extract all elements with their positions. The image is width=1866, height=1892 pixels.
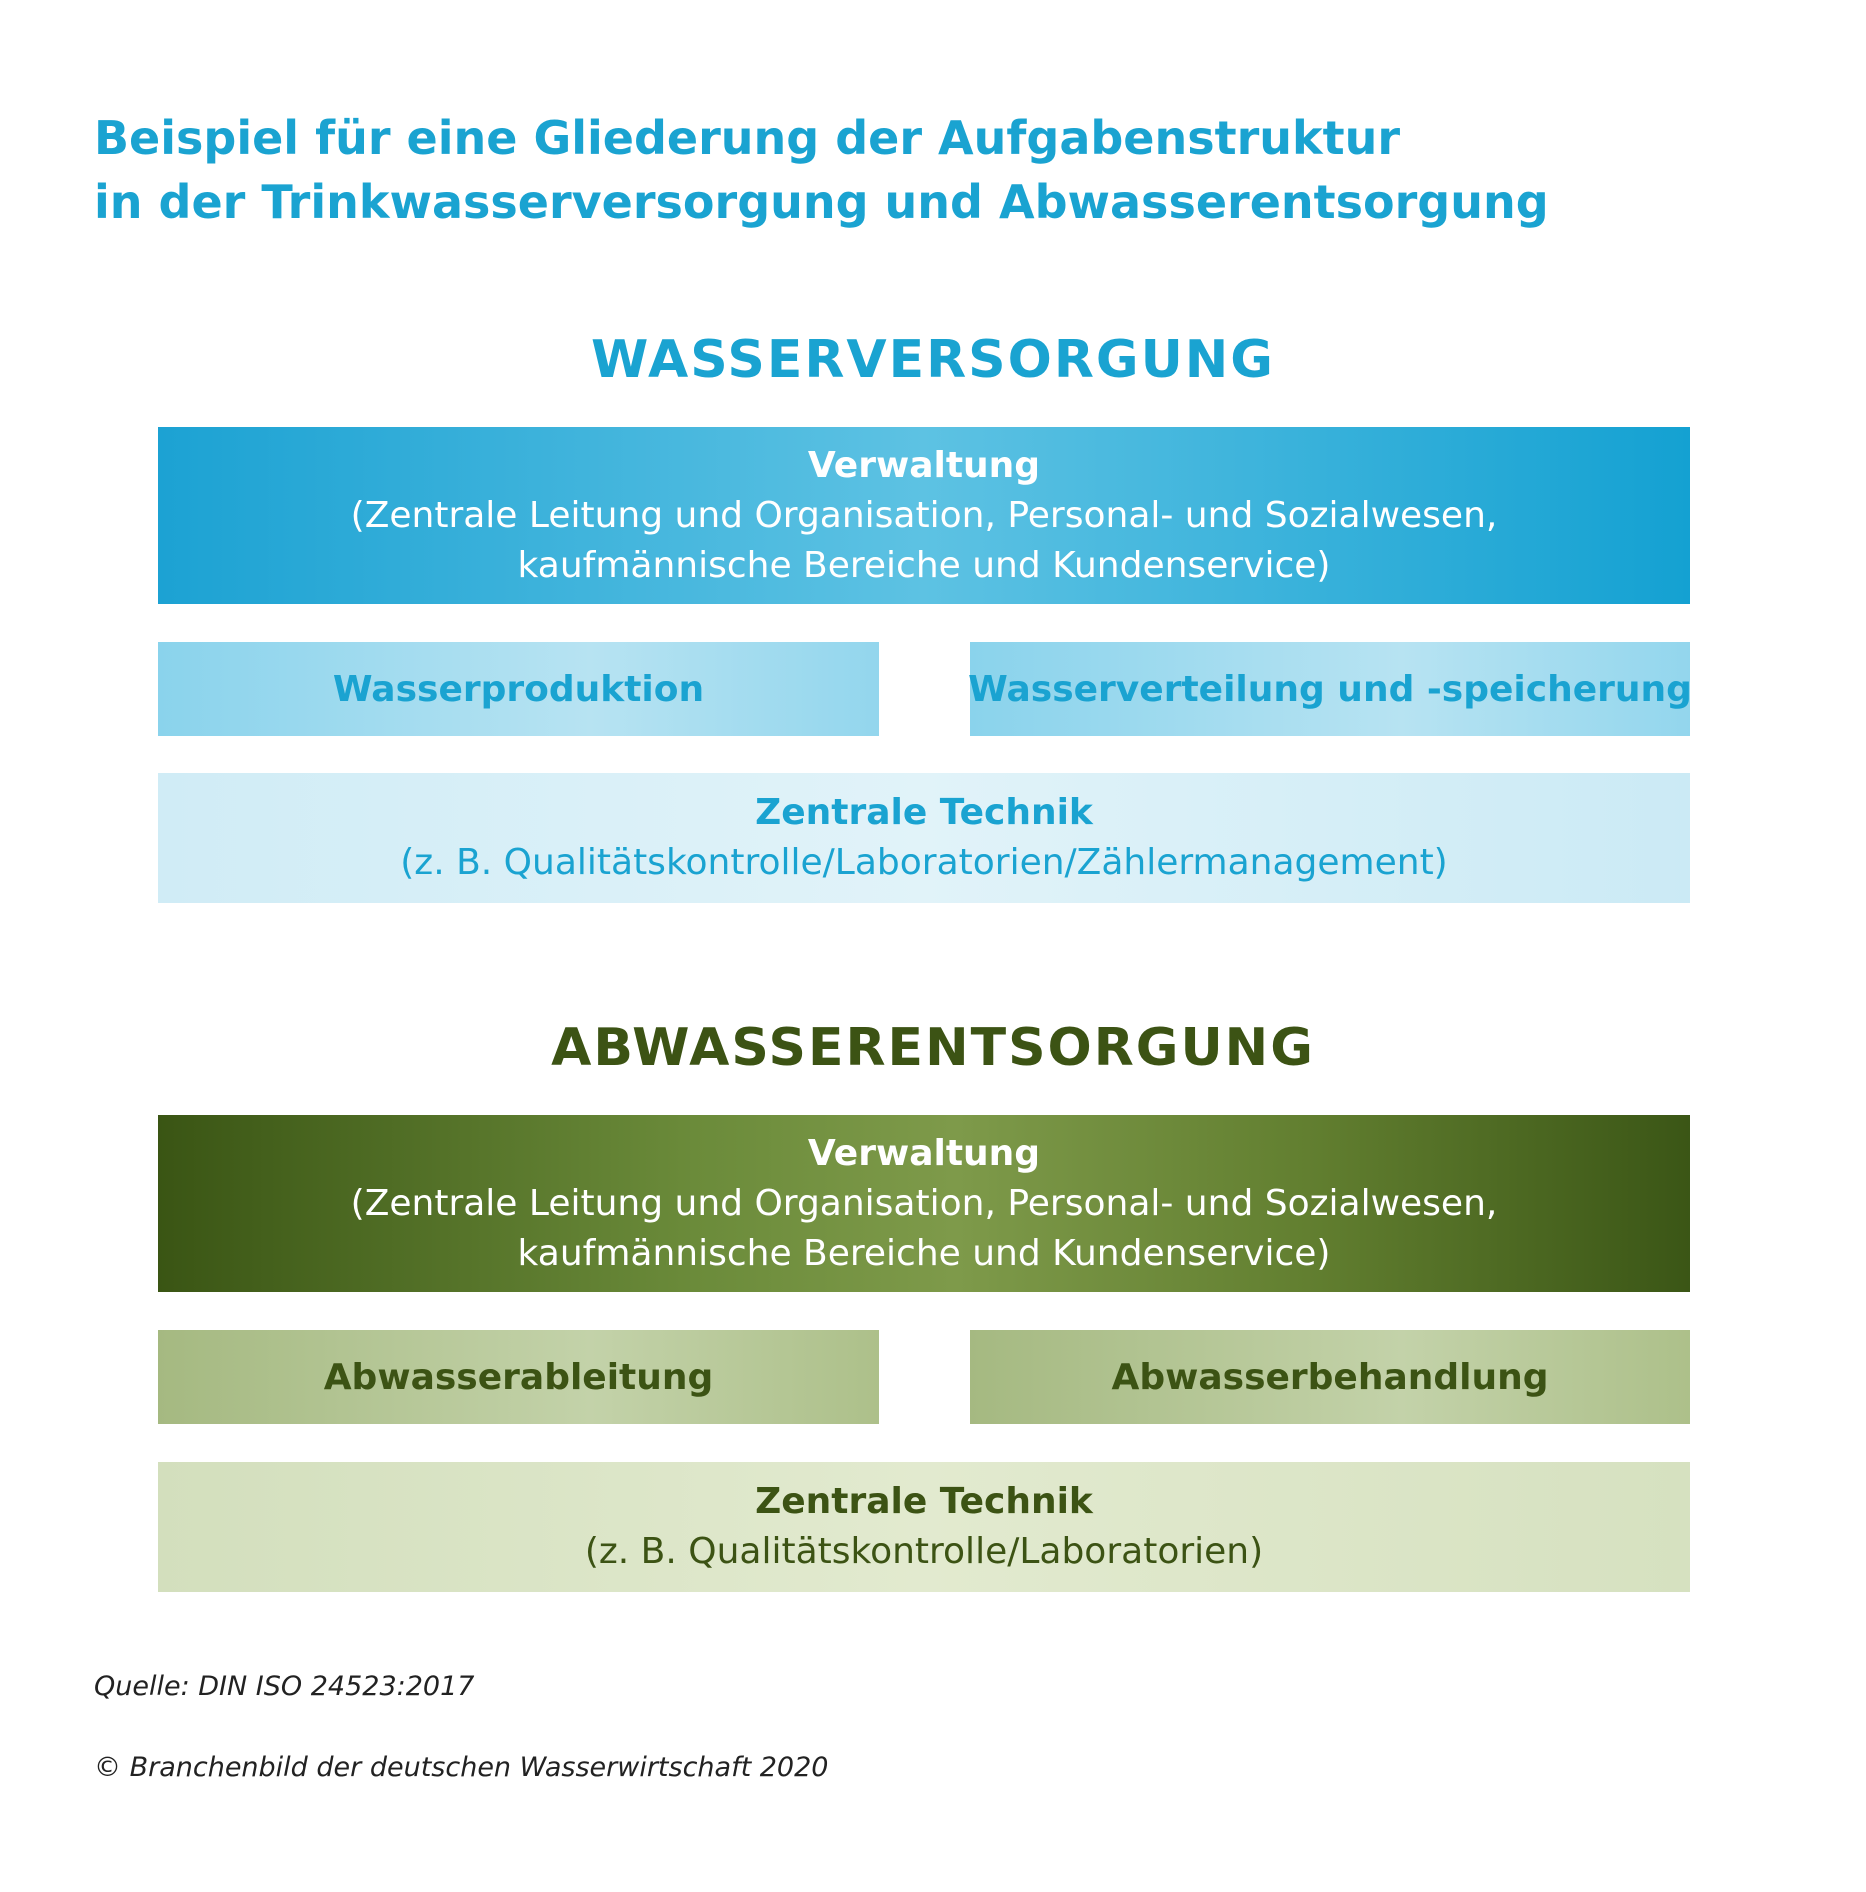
water-administration-desc-2: kaufmännische Bereiche und Kundenservice) <box>517 544 1331 586</box>
wastewater-administration-desc-2: kaufmännische Bereiche und Kundenservice) <box>517 1232 1331 1274</box>
page-title <box>94 106 1694 234</box>
water-central-technology-label: Zentrale Technik <box>755 792 1093 833</box>
water-administration-desc-1: (Zentrale Leitung und Organisation, Personal- und Sozialwesen, <box>350 494 1498 536</box>
source-note: Quelle: DIN ISO 24523:2017 <box>94 1671 475 1702</box>
page-title-line-1: Beispiel für eine Gliederung der Aufgabenstruktur <box>94 111 1401 165</box>
water-production-box <box>158 642 879 736</box>
water-central-technology-desc: (z. B. Qualitätskontrolle/Laboratorien/Zählermanagement) <box>400 842 1448 883</box>
wastewater-treatment-box <box>970 1330 1690 1424</box>
copyright-note: © Branchenbild der deutschen Wasserwirtschaft 2020 <box>94 1752 829 1783</box>
wastewater-drainage-label: Abwasserableitung <box>323 1356 714 1398</box>
water-supply-heading: WASSERVERSORGUNG <box>590 330 1275 390</box>
water-administration-box <box>158 427 1690 604</box>
water-distribution-label: Wasserverteilung und -speicherung <box>968 668 1692 710</box>
wastewater-administration-label: Verwaltung <box>807 1132 1041 1174</box>
wastewater-central-technology-box <box>158 1462 1690 1592</box>
wastewater-central-technology-label: Zentrale Technik <box>755 1481 1093 1522</box>
page-title-line-2: in der Trinkwasserversorgung und Abwasserentsorgung <box>94 175 1549 229</box>
wastewater-central-technology-desc: (z. B. Qualitätskontrolle/Laboratorien) <box>584 1531 1264 1572</box>
wastewater-disposal-heading: ABWASSERENTSORGUNG <box>551 1018 1315 1078</box>
water-distribution-box <box>970 642 1690 736</box>
wastewater-administration-desc-1: (Zentrale Leitung und Organisation, Personal- und Sozialwesen, <box>350 1182 1498 1224</box>
water-production-label: Wasserproduktion <box>332 668 705 710</box>
wastewater-administration-box <box>158 1115 1690 1292</box>
water-central-technology-box <box>158 773 1690 903</box>
water-administration-label: Verwaltung <box>807 444 1041 486</box>
wastewater-drainage-box <box>158 1330 879 1424</box>
wastewater-treatment-label: Abwasserbehandlung <box>1111 1356 1549 1398</box>
